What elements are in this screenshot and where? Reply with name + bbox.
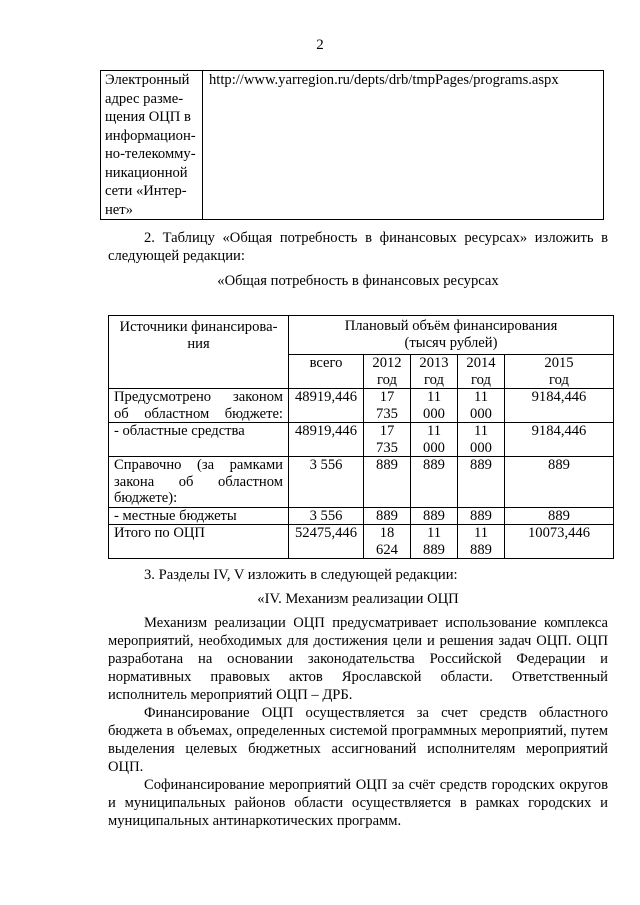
- cell-value: 11 000: [411, 389, 458, 423]
- cell-value: 18 624: [364, 525, 411, 559]
- paragraph-2: 2. Таблицу «Общая потребность в финансовых ресурсах» изложить в следующей редакции:: [108, 230, 608, 264]
- cell-value: 889: [364, 457, 411, 508]
- row-label: Предусмотрено законом об областном бюджете:: [109, 389, 289, 423]
- cell-value: 11 000: [458, 389, 505, 423]
- cell-value: 11 000: [411, 423, 458, 457]
- row-label: - местные бюджеты: [109, 507, 289, 525]
- cell-value: 889: [458, 457, 505, 508]
- header-planned-line2: (тысяч рублей): [404, 334, 498, 351]
- cell-value: 17 735: [364, 389, 411, 423]
- label-line: адрес разме-: [105, 90, 184, 107]
- year-label: 2013: [419, 355, 449, 371]
- year-unit: год: [377, 371, 397, 388]
- body-paragraph-2: Финансирование ОЦП осуществляется за счет средств областного бюджета в объемах, определенных системой программных мероприятий, путем выделения целевых бюджетных ассигнований исполнителям мероприятий ОЦП.: [108, 705, 608, 775]
- section-title: «IV. Механизм реализации ОЦП: [257, 591, 459, 607]
- row-label: Итого по ОЦП: [109, 525, 289, 559]
- cell-value: 11 000: [458, 423, 505, 457]
- year-unit: год: [471, 371, 491, 388]
- table-title: «Общая потребность в финансовых ресурсах: [217, 273, 499, 289]
- table-row: [109, 423, 614, 457]
- label-line: сети «Интер-: [105, 183, 187, 199]
- year-label: 2015: [544, 355, 574, 371]
- cell-value: 48919,446: [289, 389, 364, 423]
- finance-table: [108, 315, 614, 559]
- header-total: всего: [289, 355, 364, 389]
- year-label: 2014: [466, 355, 496, 371]
- cell-value: 9184,446: [505, 423, 614, 457]
- year-unit: год: [424, 371, 444, 388]
- year-unit: год: [549, 371, 569, 388]
- table-row: [109, 507, 614, 525]
- label-line: Электронный: [105, 72, 190, 88]
- header-planned: [289, 316, 614, 355]
- cell-value: 889: [411, 457, 458, 508]
- label-line: но-телекомму-: [105, 146, 196, 162]
- cell-value: 52475,446: [289, 525, 364, 559]
- cell-value: 9184,446: [505, 389, 614, 423]
- cell-value: 889: [505, 507, 614, 525]
- table-row: [109, 525, 614, 559]
- cell-value: 889: [458, 507, 505, 525]
- header-year: [411, 355, 458, 389]
- label-line: щения ОЦП в: [105, 109, 191, 125]
- header-planned-line1: Плановый объём финансирования: [344, 318, 558, 334]
- cell-value: 10073,446: [505, 525, 614, 559]
- table-row: [109, 457, 614, 508]
- label-line: информацион-: [105, 127, 196, 144]
- cell-value: 889: [505, 457, 614, 508]
- table-row: [109, 389, 614, 423]
- cell-value: 889: [364, 507, 411, 525]
- paragraph-3: 3. Разделы IV, V изложить в следующей редакции:: [144, 567, 458, 583]
- website-label-cell: [101, 71, 203, 220]
- page-number: 2: [316, 37, 324, 53]
- header-year: [505, 355, 614, 389]
- cell-value: 889: [411, 507, 458, 525]
- header-year: [364, 355, 411, 389]
- header-source: Источники финансирова-ния: [109, 316, 289, 389]
- row-label: - областные средства: [109, 423, 289, 457]
- row-label: Справочно (за рамками закона об областном бюджете):: [109, 457, 289, 508]
- body-paragraph-3: Софинансирование мероприятий ОЦП за счёт средств городских округов и муниципальных районов области осуществляется в рамках городских и муниципальных антинаркотических программ.: [108, 777, 608, 829]
- header-year: [458, 355, 505, 389]
- body-paragraph-1: Механизм реализации ОЦП предусматривает использование комплекса мероприятий, необходимых для достижения цели и решения задач ОЦП. ОЦП разработана на основании законодательства Российской Федерации и нормативных правовых актов Ярославской области. Ответственный исполнитель мероприятий ОЦП – ДРБ.: [108, 615, 608, 703]
- label-line: нет»: [105, 201, 133, 218]
- cell-value: 3 556: [289, 507, 364, 525]
- website-url[interactable]: http://www.yarregion.ru/depts/drb/tmpPages/programs.aspx: [203, 71, 604, 220]
- cell-value: 3 556: [289, 457, 364, 508]
- cell-value: 11 889: [458, 525, 505, 559]
- year-label: 2012: [372, 355, 402, 371]
- label-line: никационной: [105, 164, 188, 181]
- cell-value: 48919,446: [289, 423, 364, 457]
- cell-value: 11 889: [411, 525, 458, 559]
- cell-value: 17 735: [364, 423, 411, 457]
- website-table: [100, 70, 604, 220]
